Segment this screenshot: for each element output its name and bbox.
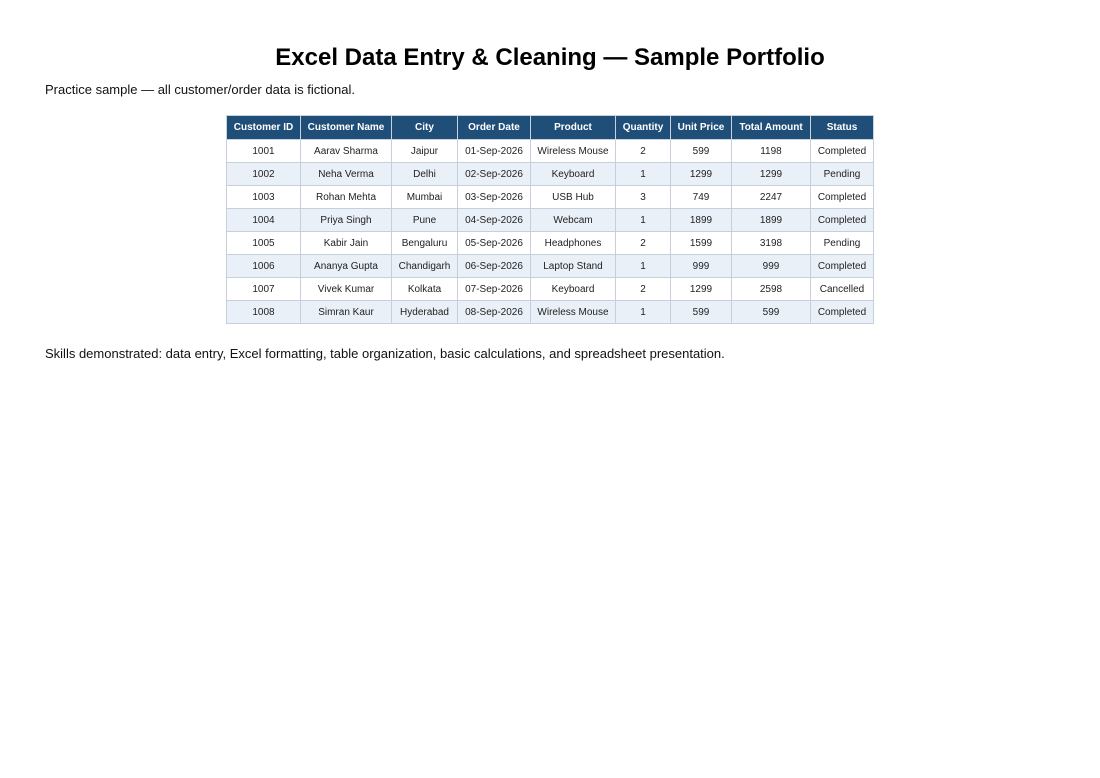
cell-total-amount: 1299: [732, 163, 811, 186]
cell-city: Mumbai: [392, 186, 458, 209]
column-header-quantity: Quantity: [616, 116, 671, 140]
table-row: [227, 255, 874, 278]
cell-city: Bengaluru: [392, 232, 458, 255]
cell-unit-price: 599: [671, 301, 732, 324]
cell-quantity: 2: [616, 140, 671, 163]
cell-unit-price: 1899: [671, 209, 732, 232]
cell-status: Pending: [811, 163, 874, 186]
cell-customer-id: 1007: [227, 278, 301, 301]
cell-total-amount: 1899: [732, 209, 811, 232]
cell-status: Completed: [811, 186, 874, 209]
cell-city: Delhi: [392, 163, 458, 186]
table-row: [227, 278, 874, 301]
cell-unit-price: 1599: [671, 232, 732, 255]
cell-quantity: 1: [616, 163, 671, 186]
cell-customer-id: 1003: [227, 186, 301, 209]
orders-table: [226, 115, 874, 324]
cell-status: Completed: [811, 140, 874, 163]
cell-quantity: 1: [616, 209, 671, 232]
cell-order-date: 04-Sep-2026: [458, 209, 531, 232]
cell-quantity: 1: [616, 301, 671, 324]
cell-status: Cancelled: [811, 278, 874, 301]
cell-customer-name: Priya Singh: [301, 209, 392, 232]
skills-note: Skills demonstrated: data entry, Excel formatting, table organization, basic calculations, and spreadsheet presentation.: [45, 346, 725, 361]
table-row: [227, 186, 874, 209]
cell-status: Pending: [811, 232, 874, 255]
cell-order-date: 08-Sep-2026: [458, 301, 531, 324]
cell-unit-price: 1299: [671, 278, 732, 301]
cell-city: Pune: [392, 209, 458, 232]
page-title: Excel Data Entry & Cleaning — Sample Portfolio: [275, 44, 825, 71]
cell-total-amount: 1198: [732, 140, 811, 163]
page-subtitle: Practice sample — all customer/order data is fictional.: [45, 82, 355, 97]
table-row: [227, 232, 874, 255]
column-header-status: Status: [811, 116, 874, 140]
cell-unit-price: 1299: [671, 163, 732, 186]
cell-city: Chandigarh: [392, 255, 458, 278]
cell-status: Completed: [811, 209, 874, 232]
table-row: [227, 140, 874, 163]
column-header-order-date: Order Date: [458, 116, 531, 140]
table-row: [227, 301, 874, 324]
column-header-city: City: [392, 116, 458, 140]
column-header-customer-name: Customer Name: [301, 116, 392, 140]
cell-city: Hyderabad: [392, 301, 458, 324]
cell-product: Laptop Stand: [531, 255, 616, 278]
cell-order-date: 05-Sep-2026: [458, 232, 531, 255]
cell-total-amount: 2598: [732, 278, 811, 301]
cell-quantity: 2: [616, 232, 671, 255]
cell-product: USB Hub: [531, 186, 616, 209]
cell-customer-name: Simran Kaur: [301, 301, 392, 324]
column-header-total-amount: Total Amount: [732, 116, 811, 140]
cell-city: Jaipur: [392, 140, 458, 163]
cell-product: Wireless Mouse: [531, 301, 616, 324]
cell-customer-id: 1008: [227, 301, 301, 324]
cell-customer-name: Kabir Jain: [301, 232, 392, 255]
cell-total-amount: 599: [732, 301, 811, 324]
cell-unit-price: 749: [671, 186, 732, 209]
cell-status: Completed: [811, 301, 874, 324]
cell-customer-name: Vivek Kumar: [301, 278, 392, 301]
cell-order-date: 02-Sep-2026: [458, 163, 531, 186]
table-row: [227, 209, 874, 232]
cell-product: Headphones: [531, 232, 616, 255]
cell-product: Webcam: [531, 209, 616, 232]
column-header-unit-price: Unit Price: [671, 116, 732, 140]
cell-total-amount: 3198: [732, 232, 811, 255]
cell-quantity: 1: [616, 255, 671, 278]
cell-customer-name: Neha Verma: [301, 163, 392, 186]
cell-customer-name: Rohan Mehta: [301, 186, 392, 209]
cell-customer-id: 1002: [227, 163, 301, 186]
cell-customer-id: 1005: [227, 232, 301, 255]
cell-order-date: 01-Sep-2026: [458, 140, 531, 163]
cell-order-date: 06-Sep-2026: [458, 255, 531, 278]
cell-quantity: 3: [616, 186, 671, 209]
column-header-product: Product: [531, 116, 616, 140]
cell-quantity: 2: [616, 278, 671, 301]
cell-order-date: 07-Sep-2026: [458, 278, 531, 301]
cell-customer-name: Aarav Sharma: [301, 140, 392, 163]
cell-city: Kolkata: [392, 278, 458, 301]
cell-status: Completed: [811, 255, 874, 278]
table-row: [227, 163, 874, 186]
cell-order-date: 03-Sep-2026: [458, 186, 531, 209]
cell-total-amount: 999: [732, 255, 811, 278]
cell-unit-price: 599: [671, 140, 732, 163]
table-header-row: [227, 116, 874, 140]
cell-product: Keyboard: [531, 163, 616, 186]
cell-total-amount: 2247: [732, 186, 811, 209]
cell-customer-id: 1006: [227, 255, 301, 278]
cell-customer-name: Ananya Gupta: [301, 255, 392, 278]
cell-unit-price: 999: [671, 255, 732, 278]
cell-customer-id: 1001: [227, 140, 301, 163]
cell-product: Wireless Mouse: [531, 140, 616, 163]
cell-product: Keyboard: [531, 278, 616, 301]
column-header-customer-id: Customer ID: [227, 116, 301, 140]
cell-customer-id: 1004: [227, 209, 301, 232]
